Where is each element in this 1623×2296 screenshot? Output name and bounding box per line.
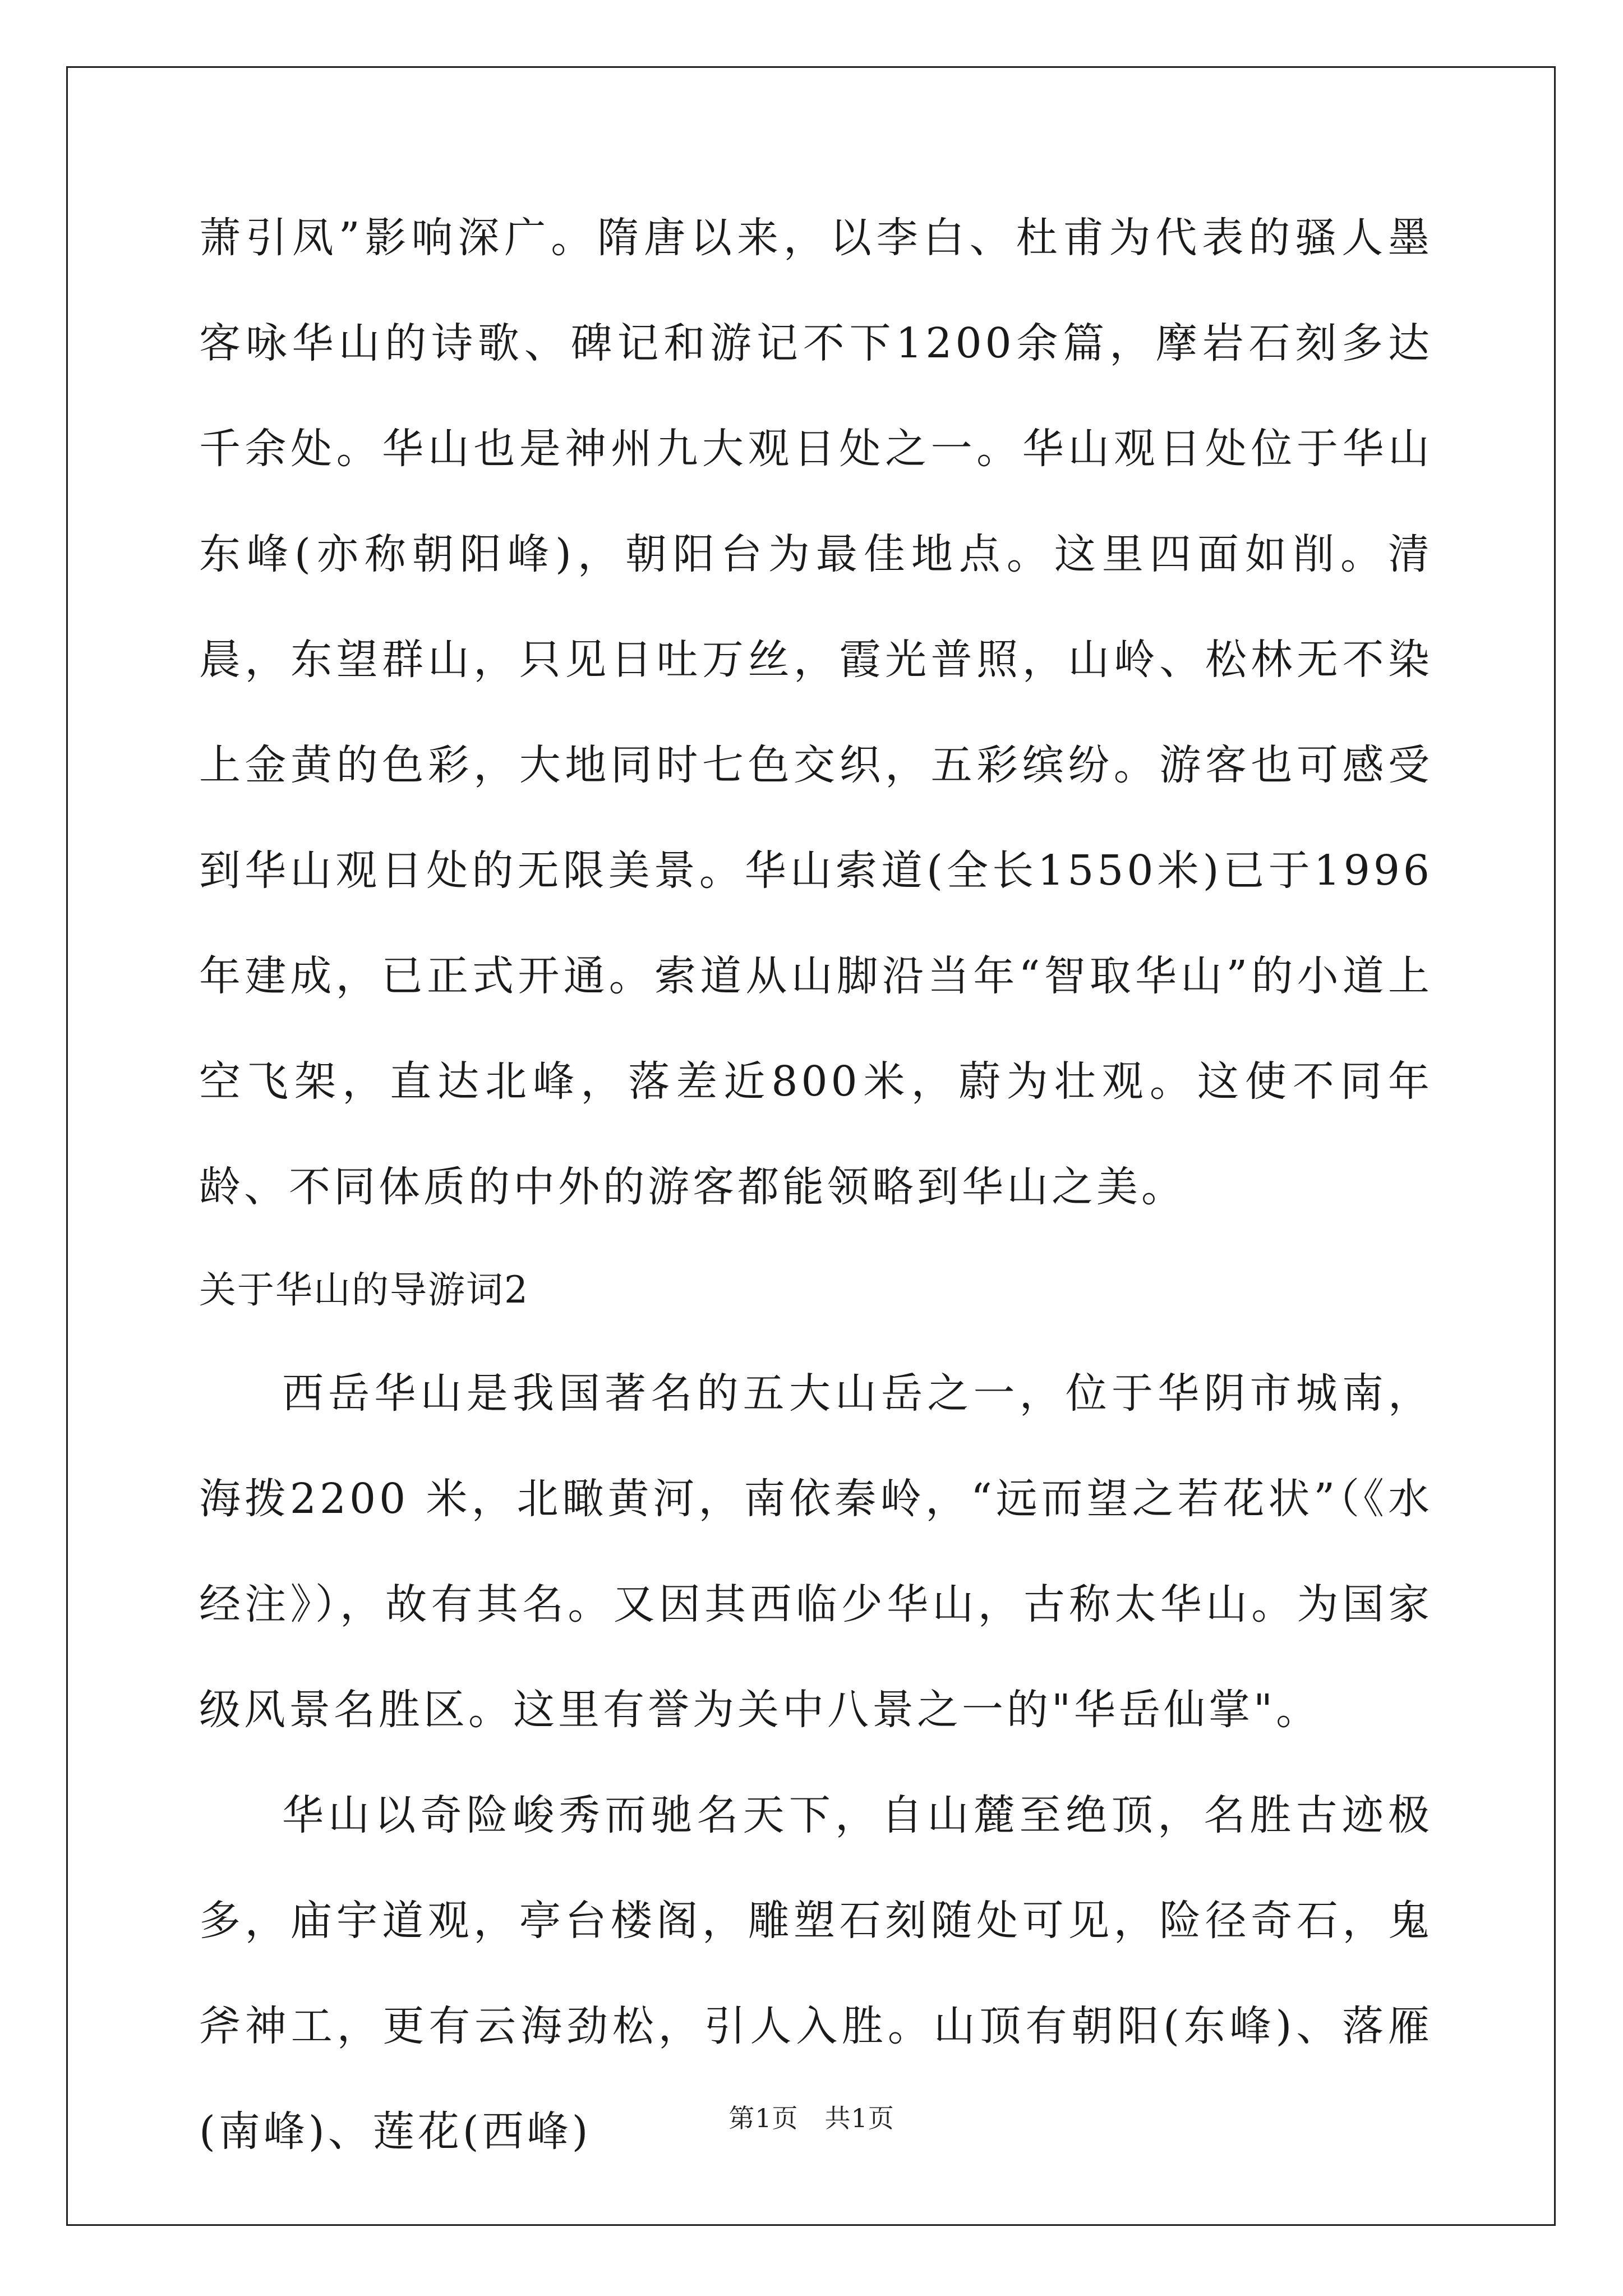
page-footer: 第1页 共1页 <box>728 2103 895 2133</box>
paragraph-continuation: 萧引凤”影响深广。隋唐以来，以李白、杜甫为代表的骚人墨客咏华山的诗歌、碑记和游记不下1200余篇，摩岩石刻多达千余处。华山也是神州九大观日处之一。华山观日处位于华山东峰(亦称朝阳峰)，朝阳台为最佳地点。这里四面如削。清晨，东望群山，只见日吐万丝，霞光普照，山岭、松林无不染上金黄的色彩，大地同时七色交织，五彩缤纷。游客也可感受到华山观日处的无限美景。华山索道(全长1550米)已于1996年建成，已正式开通。索道从山脚沿当年“智取华山”的小道上空飞架，直达北峰，落差近800米，蔚为壮观。这使不同年龄、不同体质的中外的游客都能领略到华山之美。 <box>199 214 1433 1211</box>
section-heading: 关于华山的导游词2 <box>199 1268 529 1312</box>
paragraph-intro: 西岳华山是我国著名的五大山岳之一，位于华阴市城南，海拨2200 米，北瞰黄河，南依秦岭，“远而望之若花状”（《水经注》），故有其名。又因其西临少华山，古称太华山。为国家级风景名胜区。这里有誉为关中八景之一的"华岳仙掌"。 <box>199 1369 1433 1734</box>
paragraph-scenery: 华山以奇险峻秀而驰名天下，自山麓至绝顶，名胜古迹极多，庙宇道观，亭台楼阁，雕塑石刻随处可见，险径奇石，鬼斧神工，更有云海劲松，引人入胜。山顶有朝阳(东峰)、落雁(南峰)、莲花(西峰) <box>199 1791 1433 2156</box>
document-body <box>199 185 1433 2184</box>
